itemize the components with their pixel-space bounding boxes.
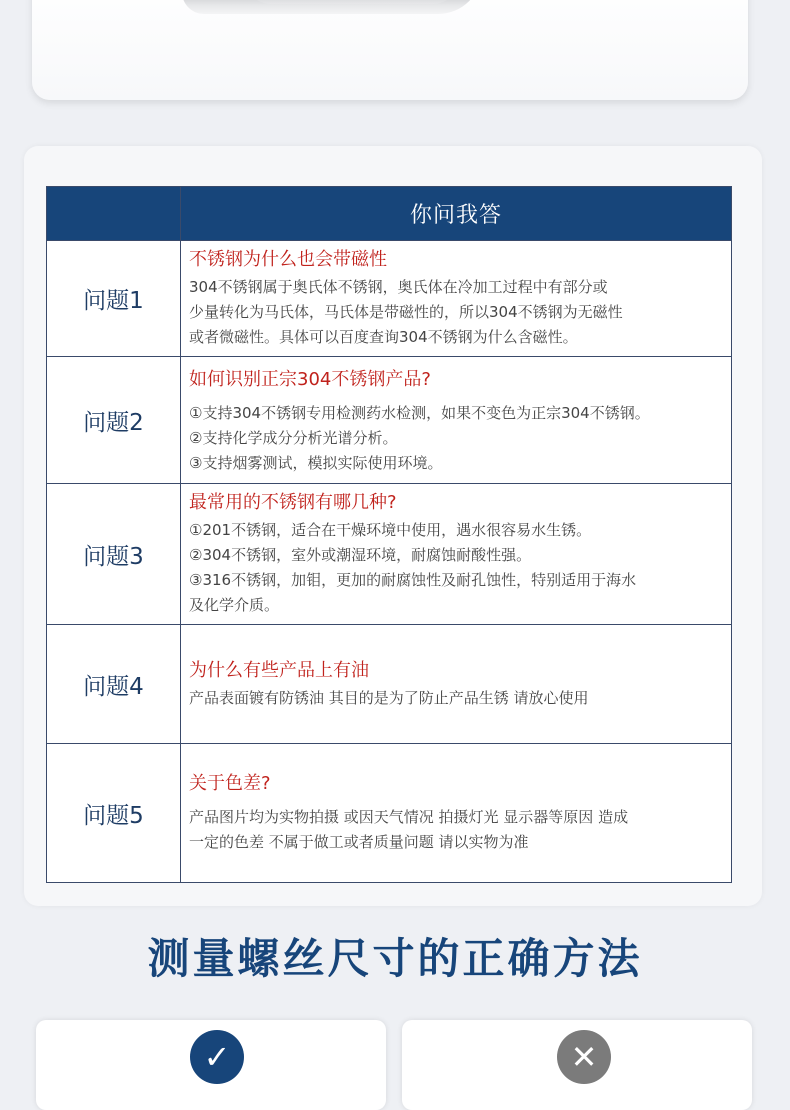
answer-line: ②304不锈钢，室外或潮湿环境，耐腐蚀耐酸性强。: [189, 546, 532, 564]
answer-line: 304不锈钢属于奥氏体不锈钢，奥氏体在冷加工过程中有部分或: [189, 278, 608, 296]
faq-row: [47, 484, 732, 625]
question-title: 为什么有些产品上有油: [189, 659, 369, 681]
question-title: 不锈钢为什么也会带磁性: [189, 249, 387, 270]
check-icon: ✓: [190, 1030, 244, 1084]
wrong-method-card: [402, 1020, 752, 1110]
answer-line: 产品表面镀有防锈油 其目的是为了防止产品生锈 请放心使用: [189, 688, 589, 707]
faq-row: [47, 625, 732, 744]
answer-line: 及化学介质。: [189, 596, 280, 614]
x-icon: ✕: [557, 1030, 611, 1084]
faq-row: [47, 241, 732, 357]
answer-line: 产品图片均为实物拍摄 或因天气情况 拍摄灯光 显示器等原因 造成: [189, 808, 629, 826]
question-body: [181, 241, 732, 357]
answer-line: ①支持304不锈钢专用检测药水检测，如果不变色为正宗304不锈钢。: [189, 404, 650, 422]
answer-line: ③316不锈钢，加钼，更加的耐腐蚀性及耐孔蚀性，特别适用于海水: [189, 571, 637, 589]
question-body: [181, 484, 732, 625]
question-title: 关于色差?: [189, 773, 271, 794]
question-title: 最常用的不锈钢有哪几种?: [189, 492, 397, 513]
answer-line: 或者微磁性。具体可以百度查询304不锈钢为什么含磁性。: [189, 328, 578, 346]
question-label: 问题5: [47, 744, 181, 883]
answer-line: ②支持化学成分分析光谱分析。: [189, 429, 398, 447]
faq-header-corner: [47, 187, 181, 241]
answer-line: ③支持烟雾测试，模拟实际使用环境。: [189, 454, 443, 472]
faq-row: [47, 744, 732, 883]
question-body: [181, 744, 732, 883]
faq-row: [47, 357, 732, 484]
answer-line: ①201不锈钢，适合在干燥环境中使用，遇水很容易水生锈。: [189, 521, 592, 539]
faq-table: [46, 186, 732, 883]
question-label: 问题3: [47, 484, 181, 625]
faq-header-title: 你问我答: [181, 187, 732, 241]
section-title: 测量螺丝尺寸的正确方法: [147, 934, 643, 983]
question-label: 问题1: [47, 241, 181, 357]
answer-line: 一定的色差 不属于做工或者质量问题 请以实物为准: [189, 833, 529, 851]
correct-method-card: [36, 1020, 386, 1110]
question-label: 问题2: [47, 357, 181, 484]
question-label: 问题4: [47, 625, 181, 744]
question-body: [181, 625, 732, 744]
question-title: 如何识别正宗304不锈钢产品?: [189, 369, 431, 390]
answer-line: 少量转化为马氏体，马氏体是带磁性的，所以304不锈钢为无磁性: [189, 303, 623, 321]
bolt-image-highlight: [242, 0, 462, 4]
faq-header-row: [47, 187, 732, 241]
product-image-card: [32, 0, 748, 100]
question-body: [181, 357, 732, 484]
